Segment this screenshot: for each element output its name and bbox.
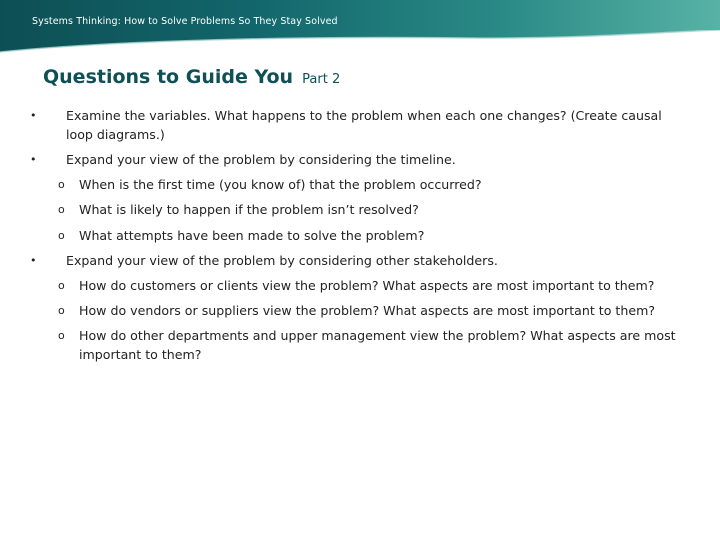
list-item-text: What attempts have been made to solve the problem? xyxy=(79,228,425,243)
bullet-marker: • xyxy=(30,109,37,122)
slide-subtitle: Part 2 xyxy=(302,72,341,87)
bullet-marker: • xyxy=(30,254,37,267)
list-item-text: How do customers or clients view the problem? What aspects are most important to them? xyxy=(79,278,655,293)
list-item-text: Expand your view of the problem by considering other stakeholders. xyxy=(66,253,498,268)
sub-bullet-marker: o xyxy=(58,229,65,242)
sub-bullet-marker: o xyxy=(58,304,65,317)
sub-bullet-marker: o xyxy=(58,329,65,342)
slide-title-group xyxy=(43,66,340,88)
sub-bullet-marker: o xyxy=(58,178,65,191)
course-title: Systems Thinking: How to Solve Problems So They Stay Solved xyxy=(32,16,338,27)
list-item-text: How do vendors or suppliers view the problem? What aspects are most important to them? xyxy=(79,303,656,318)
slide-title: Questions to Guide You xyxy=(43,66,294,88)
bullet-marker: • xyxy=(30,153,37,166)
list-item-text: When is the first time (you know of) that the problem occurred? xyxy=(79,177,482,192)
sub-bullet-marker: o xyxy=(58,203,65,216)
sub-bullet-marker: o xyxy=(58,279,65,292)
list-item-text: Examine the variables. What happens to the problem when each one changes? (Create causal loop diagrams.) xyxy=(66,108,662,142)
list-item-text: Expand your view of the problem by considering the timeline. xyxy=(66,152,456,167)
list-item-text: What is likely to happen if the problem isn’t resolved? xyxy=(79,202,419,217)
list-item-text: How do other departments and upper management view the problem? What aspects are most important to them? xyxy=(79,328,676,362)
